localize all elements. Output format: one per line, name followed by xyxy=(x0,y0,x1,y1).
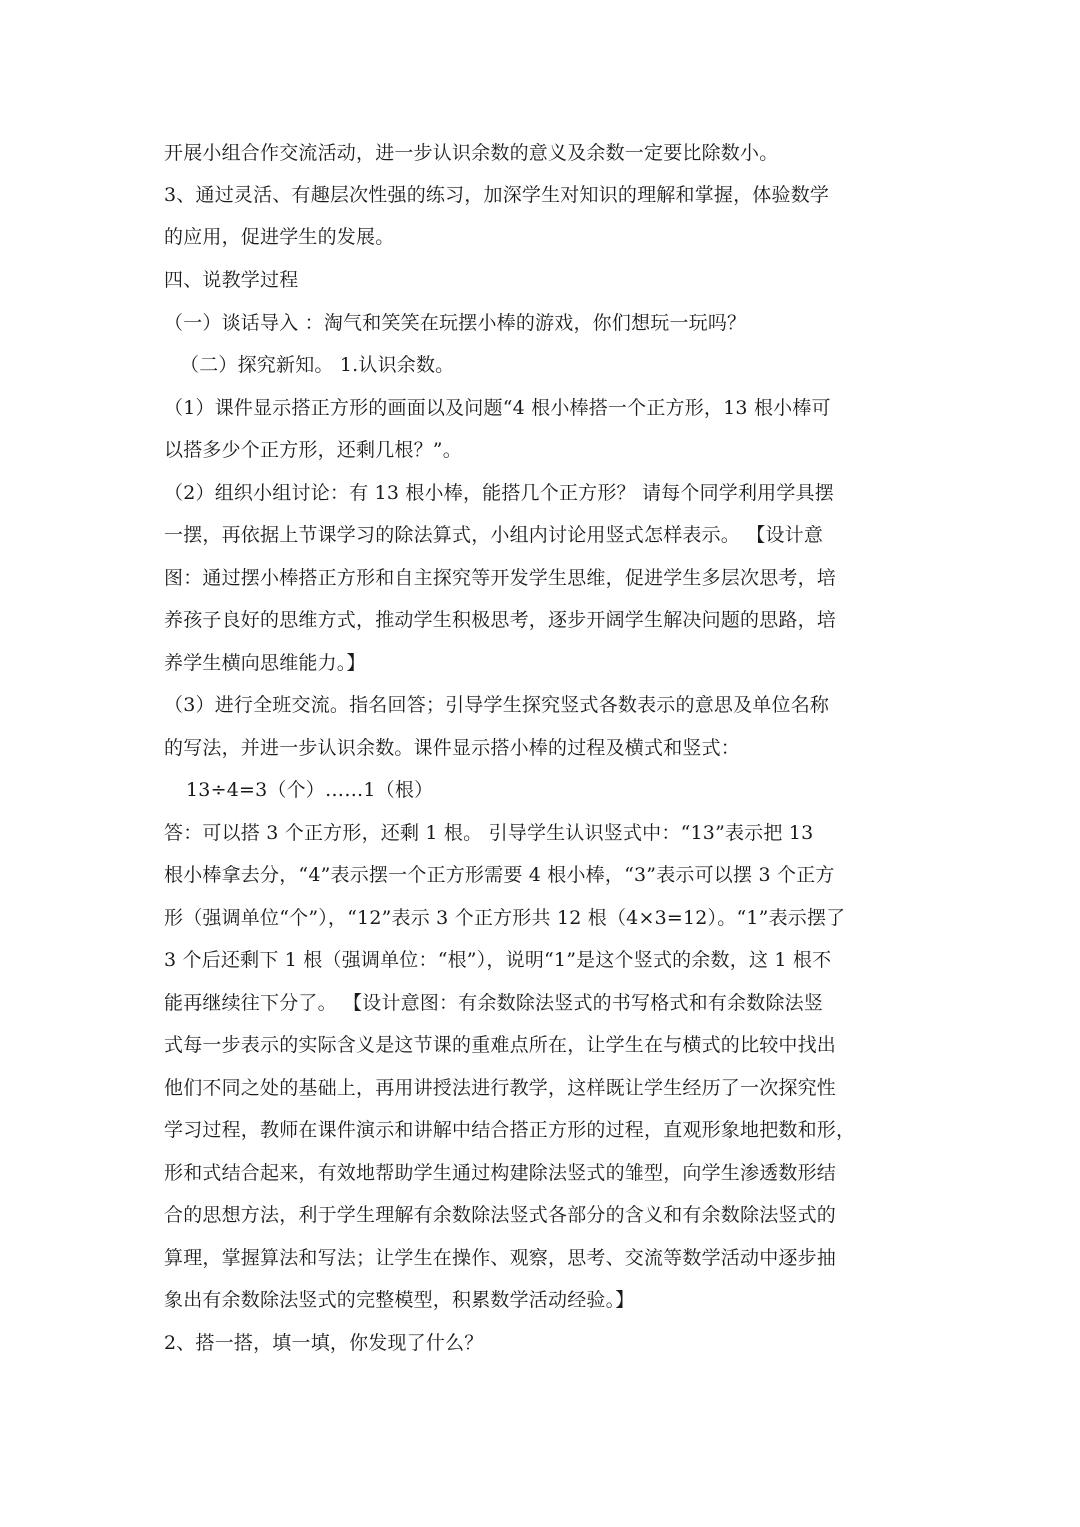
text-line: 形和式结合起来，有效地帮助学生通过构建除法竖式的雏型，向学生渗透数形结 xyxy=(164,1162,837,1184)
text-line: （2）组织小组讨论：有 13 根小棒，能搭几个正方形？ 请每个同学利用学具摆 xyxy=(164,482,834,504)
text-line: 的应用，促进学生的发展。 xyxy=(164,226,395,248)
text-line: 一摆，再依据上节课学习的除法算式，小组内讨论用竖式怎样表示。 【设计意 xyxy=(164,524,824,546)
text-line: 形（强调单位“个”），“12”表示 3 个正方形共 12 根（4×3=12）。“1”表示摆了 xyxy=(164,907,846,929)
text-line: （3）进行全班交流。指名回答；引导学生探究竖式各数表示的意思及单位名称 xyxy=(164,694,830,716)
text-line: 他们不同之处的基础上，再用讲授法进行教学，这样既让学生经历了一次探究性 xyxy=(164,1077,837,1099)
text-line: 开展小组合作交流活动，进一步认识余数的意义及余数一定要比除数小。 xyxy=(164,142,779,164)
text-line: 答：可以搭 3 个正方形，还剩 1 根。 引导学生认识竖式中：“13”表示把 13 xyxy=(164,822,814,844)
text-line: 算理，掌握算法和写法；让学生在操作、观察，思考、交流等数学活动中逐步抽 xyxy=(164,1247,837,1269)
text-line: 3 个后还剩下 1 根（强调单位：“根”），说明“1”是这个竖式的余数，这 1 根不 xyxy=(164,949,832,971)
text-line: 养学生横向思维能力。】 xyxy=(164,652,366,674)
section-heading: 四、说教学过程 xyxy=(164,269,299,291)
text-line: 能再继续往下分了。 【设计意图：有余数除法竖式的书写格式和有余数除法竖 xyxy=(164,992,824,1014)
text-line: 的写法，并进一步认识余数。课件显示搭小棒的过程及横式和竖式： xyxy=(164,737,741,759)
text-line: 以搭多少个正方形，还剩几根？”。 xyxy=(164,439,462,461)
text-line: 象出有余数除法竖式的完整模型，积累数学活动经验。】 xyxy=(164,1289,635,1311)
text-line: 式每一步表示的实际含义是这节课的重难点所在，让学生在与横式的比较中找出 xyxy=(164,1034,837,1056)
text-line: 根小棒拿去分，“4”表示摆一个正方形需要 4 根小棒，“3”表示可以摆 3 个正方 xyxy=(164,864,835,886)
text-line: （二）探究新知。 1.认识余数。 xyxy=(180,354,455,376)
text-line: （一）谈话导入 ：淘气和笑笑在玩摆小棒的游戏，你们想玩一玩吗？ xyxy=(164,312,747,334)
text-line: 图：通过摆小棒搭正方形和自主探究等开发学生思维，促进学生多层次思考，培 xyxy=(164,567,837,589)
formula-line: 13÷4=3（个）……1（根） xyxy=(186,779,434,801)
text-line: 3、通过灵活、有趣层次性强的练习，加深学生对知识的理解和掌握，体验数学 xyxy=(164,184,830,206)
text-line: 合的思想方法，利于学生理解有余数除法竖式各部分的含义和有余数除法竖式的 xyxy=(164,1204,837,1226)
text-line: （1）课件显示搭正方形的画面以及问题“4 根小棒搭一个正方形，13 根小棒可 xyxy=(164,397,831,419)
text-line: 学习过程，教师在课件演示和讲解中结合搭正方形的过程，直观形象地把数和形， xyxy=(164,1119,856,1141)
text-line: 养孩子良好的思维方式，推动学生积极思考，逐步开阔学生解决问题的思路，培 xyxy=(164,609,837,631)
text-line: 2、搭一搭，填一填，你发现了什么？ xyxy=(164,1332,484,1354)
